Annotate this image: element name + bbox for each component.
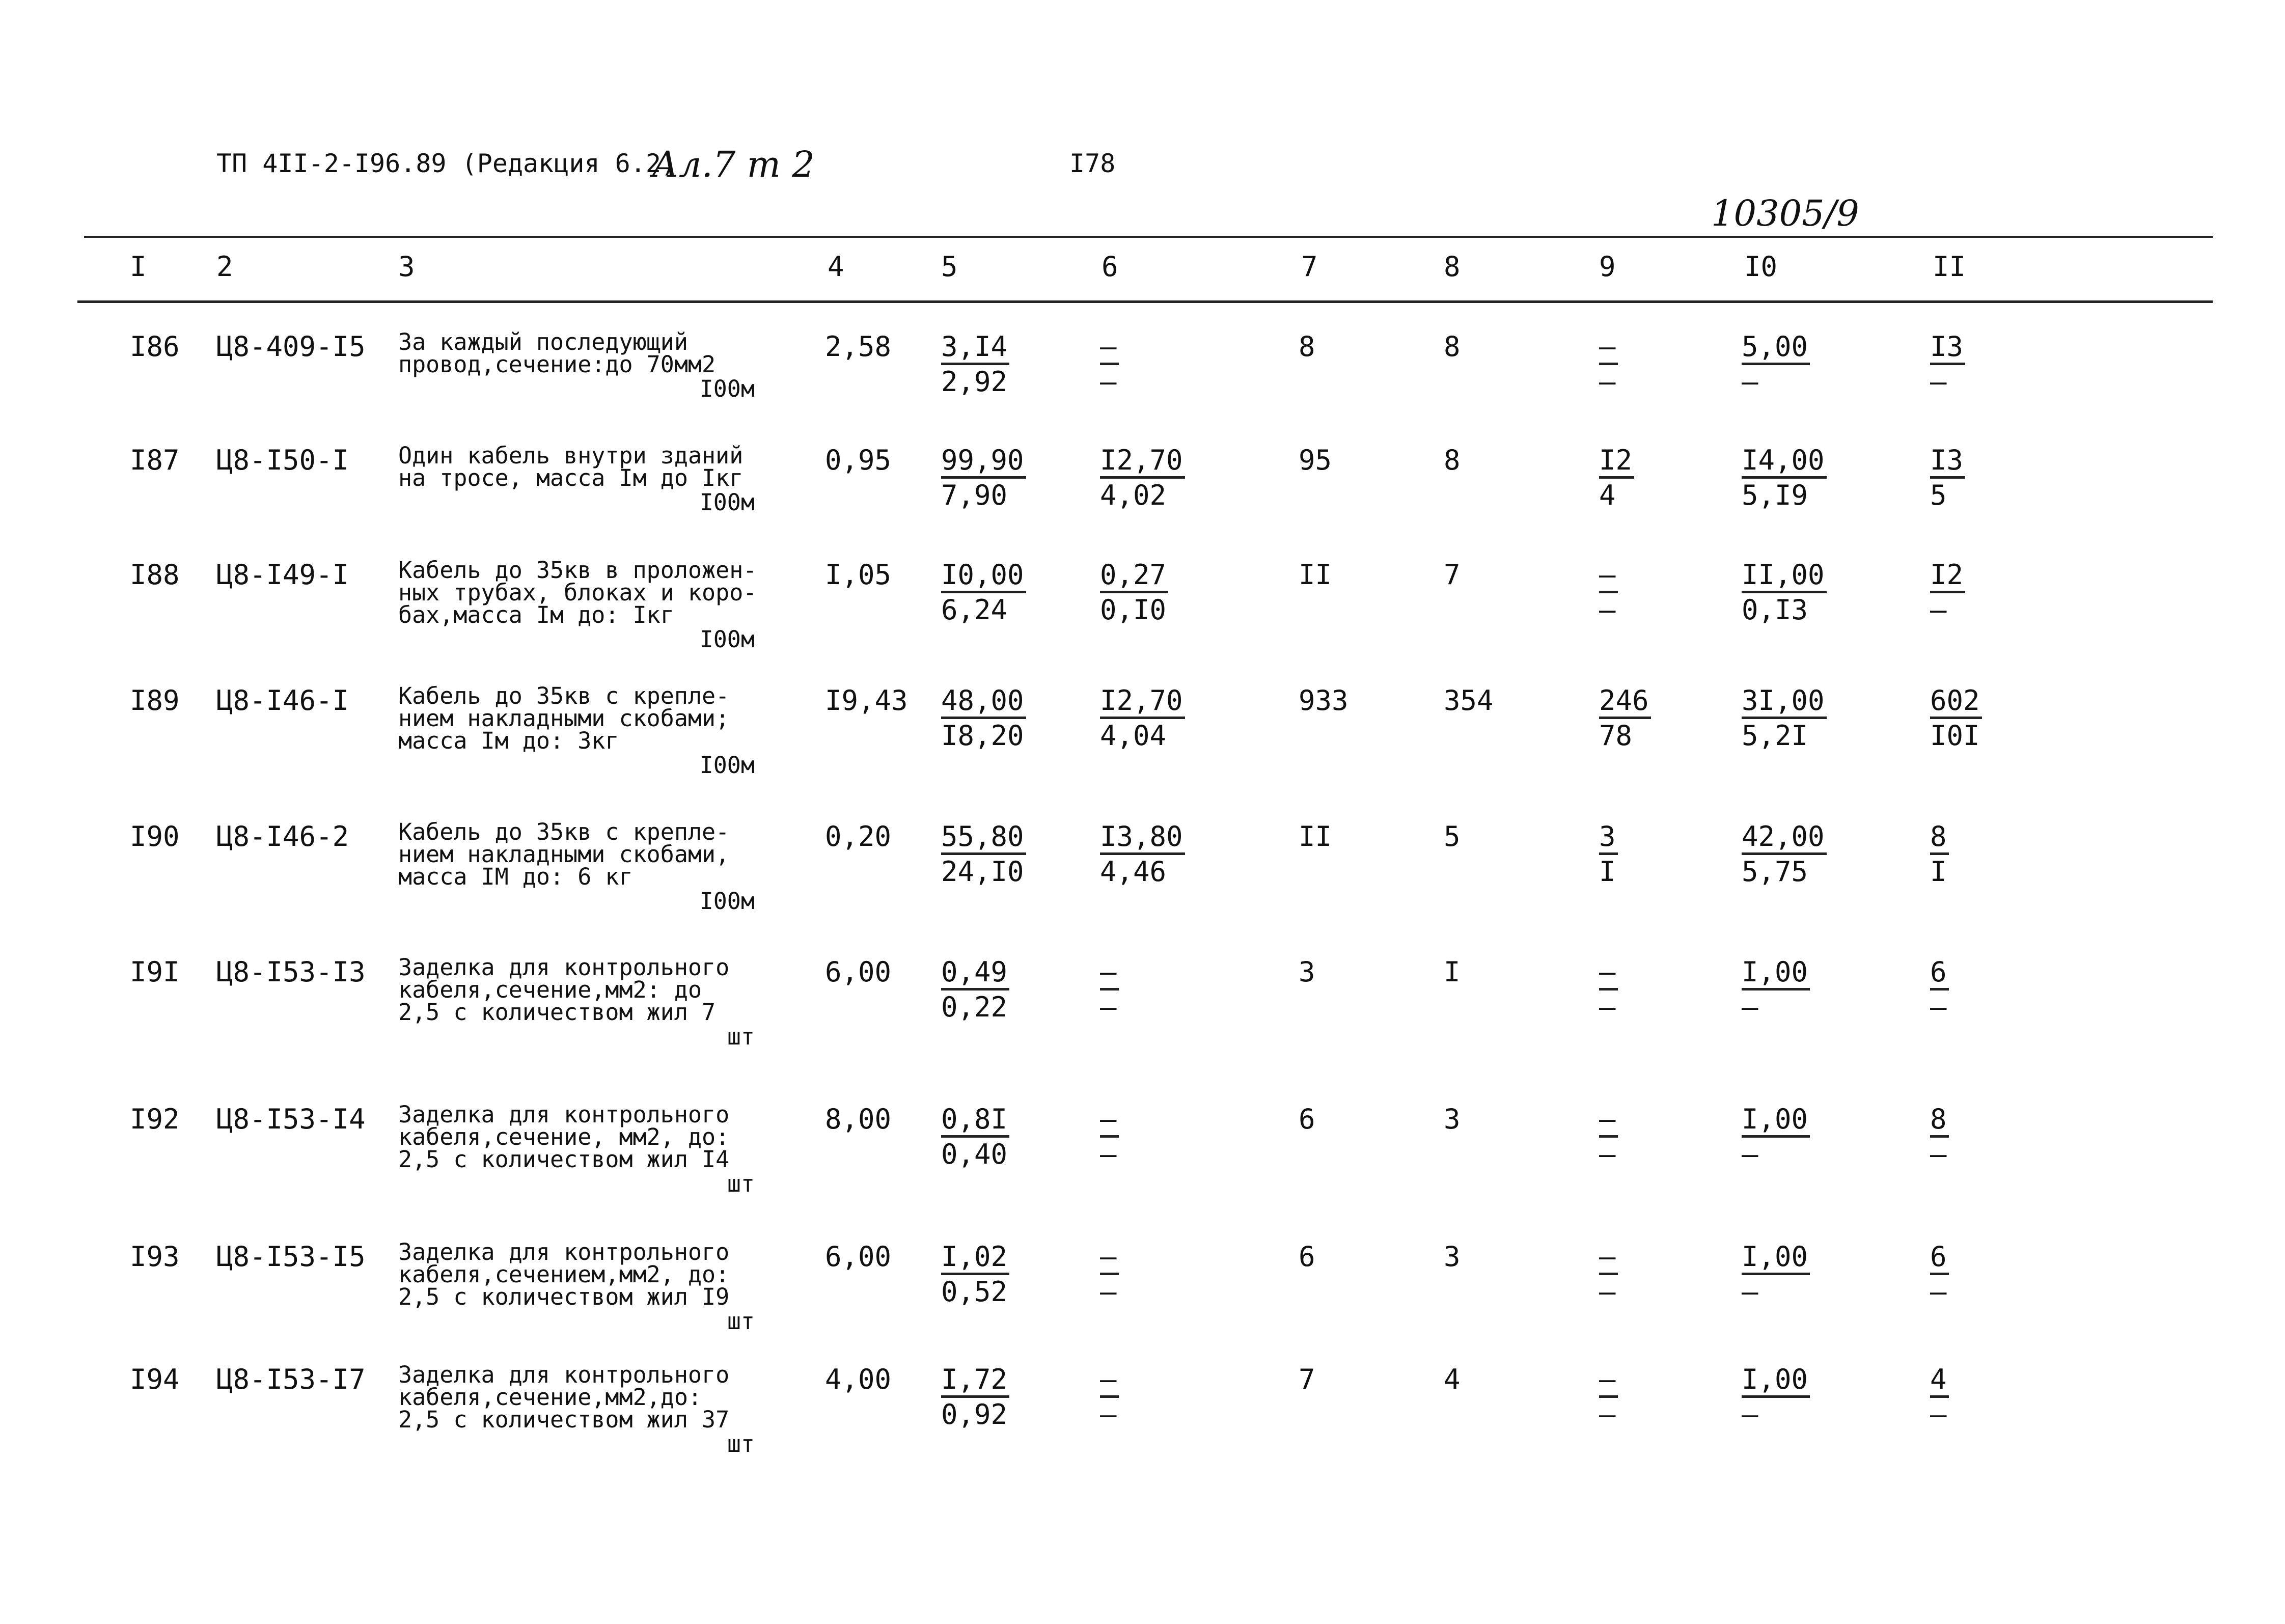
measure-unit: I00м <box>699 888 755 915</box>
price-code: Ц8-I46-I <box>216 684 349 717</box>
description-line: бах,масса Iм до: Iкг <box>398 601 674 628</box>
row-number: I9I <box>130 956 180 988</box>
measure-unit: шт <box>727 1023 755 1050</box>
col7-value: 7 <box>1299 1363 1315 1395</box>
col6-value <box>1100 956 1119 1023</box>
col10-value <box>1742 1364 1810 1430</box>
col9-value-denominator: – <box>1599 594 1616 626</box>
price-code: Ц8-I50-I <box>216 444 349 476</box>
col8-value: 8 <box>1444 444 1461 476</box>
col6-value-denominator: 4,46 <box>1100 856 1167 888</box>
quantity: 2,58 <box>825 331 892 363</box>
col9-value-numerator: – <box>1599 1364 1618 1398</box>
description-line: кабеля,сечение, мм2, до: <box>398 1123 730 1150</box>
col6-value-numerator: I3,80 <box>1100 821 1185 855</box>
col11-value-denominator: 5 <box>1930 479 1947 511</box>
col10-value-numerator: I,00 <box>1742 1364 1810 1398</box>
col6-value <box>1100 445 1185 511</box>
col11-value <box>1930 559 1965 626</box>
col11-value-denominator: – <box>1930 991 1947 1023</box>
col9-value-numerator: – <box>1599 559 1618 593</box>
quantity: 6,00 <box>825 956 892 988</box>
col10-value <box>1742 559 1827 626</box>
description-line: Заделка для контрольного <box>398 954 730 981</box>
col6-value-numerator: – <box>1100 1364 1119 1398</box>
col11-value-numerator: 602 <box>1930 685 1982 719</box>
quantity: 0,20 <box>825 820 892 852</box>
column-header-7: 7 <box>1301 251 1318 283</box>
col5-value-denominator: 0,40 <box>941 1138 1008 1170</box>
col9-value-denominator: – <box>1599 366 1616 398</box>
col5-value-denominator: 24,I0 <box>941 856 1024 888</box>
col6-value-numerator: – <box>1100 956 1119 990</box>
col6-value-numerator: 0,27 <box>1100 559 1168 593</box>
measure-unit: шт <box>727 1430 755 1457</box>
col11-value <box>1930 821 1949 888</box>
col10-value-denominator: – <box>1742 1276 1758 1308</box>
col6-value <box>1100 1364 1119 1430</box>
col9-value-denominator: I <box>1599 856 1616 888</box>
quantity: I9,43 <box>825 684 908 717</box>
quantity: 8,00 <box>825 1103 892 1135</box>
description-line: Один кабель внутри зданий <box>398 442 744 469</box>
col10-value <box>1742 1104 1810 1170</box>
row-number: I87 <box>130 444 180 476</box>
document-reference: ТП 4II-2-I96.89 (Редакция 6.2) <box>216 149 677 178</box>
col5-value-denominator: I8,20 <box>941 720 1024 752</box>
description-line: 2,5 с количеством жил I4 <box>398 1146 730 1173</box>
col11-value <box>1930 331 1965 398</box>
col5-value-numerator: I0,00 <box>941 559 1026 593</box>
col5-value <box>941 1241 1009 1308</box>
col8-value: 7 <box>1444 559 1461 591</box>
price-code: Ц8-I53-I5 <box>216 1241 366 1273</box>
measure-unit: I00м <box>699 752 755 779</box>
col10-value <box>1742 445 1827 511</box>
col10-value <box>1742 685 1827 752</box>
col9-value <box>1599 956 1618 1023</box>
row-number: I92 <box>130 1103 180 1135</box>
measure-unit: I00м <box>699 626 755 653</box>
col8-value: 4 <box>1444 1363 1461 1395</box>
column-header-4: 4 <box>828 251 844 283</box>
description-line: нием накладными скобами, <box>398 841 730 868</box>
col10-value-denominator: – <box>1742 991 1758 1023</box>
col6-value-denominator: – <box>1100 1398 1117 1430</box>
col11-value-numerator: 6 <box>1930 1241 1949 1275</box>
col7-value: 6 <box>1299 1241 1315 1273</box>
row-number: I86 <box>130 331 180 363</box>
description-line: 2,5 с количеством жил 37 <box>398 1406 730 1433</box>
header-rule <box>77 300 2213 303</box>
work-description <box>398 1101 785 1197</box>
col9-value-numerator: – <box>1599 956 1618 990</box>
sheet-note: Ал.7 т 2 <box>652 144 815 185</box>
column-header-1: I <box>130 251 147 283</box>
col9-value <box>1599 1364 1618 1430</box>
col6-value-numerator: – <box>1100 1241 1119 1275</box>
work-description <box>398 682 785 779</box>
col10-value-numerator: II,00 <box>1742 559 1827 593</box>
col7-value: II <box>1299 820 1332 852</box>
row-number: I93 <box>130 1241 180 1273</box>
price-code: Ц8-I53-I4 <box>216 1103 366 1135</box>
col11-value-denominator: – <box>1930 1138 1947 1170</box>
col7-value: 6 <box>1299 1103 1315 1135</box>
col5-value-numerator: I,72 <box>941 1364 1009 1398</box>
col9-value <box>1599 445 1634 511</box>
col5-value-numerator: 3,I4 <box>941 331 1009 365</box>
work-description <box>398 1238 785 1335</box>
col8-value: 354 <box>1444 684 1494 717</box>
col8-value: 5 <box>1444 820 1461 852</box>
col5-value-numerator: 0,49 <box>941 956 1009 990</box>
col5-value <box>941 331 1009 398</box>
description-line: Заделка для контрольного <box>398 1101 730 1128</box>
row-number: I94 <box>130 1363 180 1395</box>
col5-value <box>941 1104 1009 1170</box>
row-number: I89 <box>130 684 180 717</box>
col5-value-numerator: I,02 <box>941 1241 1009 1275</box>
col11-value <box>1930 1104 1949 1170</box>
measure-unit: I00м <box>699 375 755 402</box>
col5-value-denominator: 0,22 <box>941 991 1008 1023</box>
price-code: Ц8-I53-I7 <box>216 1363 366 1395</box>
col9-value-denominator: – <box>1599 991 1616 1023</box>
col11-value-numerator: 8 <box>1930 821 1949 855</box>
description-line: провод,сечение:до 70мм2 <box>398 351 716 378</box>
col9-value <box>1599 821 1618 888</box>
column-header-8: 8 <box>1444 251 1461 283</box>
column-header-10: I0 <box>1744 251 1778 283</box>
col6-value <box>1100 821 1185 888</box>
col9-value-denominator: 78 <box>1599 720 1633 752</box>
col10-value-denominator: 5,75 <box>1742 856 1808 888</box>
col11-value-numerator: 6 <box>1930 956 1949 990</box>
col10-value-numerator: I,00 <box>1742 1104 1810 1138</box>
col10-value-denominator: – <box>1742 1398 1758 1430</box>
description-line: Кабель до 35кв в проложен- <box>398 557 757 584</box>
col11-value <box>1930 445 1965 511</box>
description-line: кабеля,сечением,мм2, до: <box>398 1261 730 1288</box>
col9-value-numerator: – <box>1599 331 1618 365</box>
col11-value <box>1930 1364 1949 1430</box>
col11-value-denominator: I0I <box>1930 720 1980 752</box>
price-code: Ц8-I46-2 <box>216 820 349 852</box>
col9-value-denominator: – <box>1599 1398 1616 1430</box>
quantity: 6,00 <box>825 1241 892 1273</box>
col8-value: 8 <box>1444 331 1461 363</box>
col6-value <box>1100 685 1185 752</box>
measure-unit: шт <box>727 1170 755 1197</box>
col11-value-denominator: – <box>1930 594 1947 626</box>
col6-value-denominator: 4,02 <box>1100 479 1167 511</box>
column-header-6: 6 <box>1102 251 1118 283</box>
col10-value-denominator: 0,I3 <box>1742 594 1808 626</box>
col6-value-denominator: 0,I0 <box>1100 594 1167 626</box>
col6-value-numerator: I2,70 <box>1100 445 1185 479</box>
description-line: кабеля,сечение,мм2: до <box>398 976 702 1003</box>
column-header-3: 3 <box>398 251 415 283</box>
col10-value-denominator: – <box>1742 366 1758 398</box>
col9-value-numerator: 246 <box>1599 685 1651 719</box>
col7-value: 95 <box>1299 444 1332 476</box>
col5-value-denominator: 6,24 <box>941 594 1008 626</box>
col9-value <box>1599 685 1651 752</box>
column-header-9: 9 <box>1599 251 1616 283</box>
col9-value-numerator: 3 <box>1599 821 1618 855</box>
description-line: Заделка для контрольного <box>398 1361 730 1388</box>
col11-value-denominator: – <box>1930 366 1947 398</box>
col9-value-denominator: – <box>1599 1138 1616 1170</box>
col5-value <box>941 1364 1009 1430</box>
description-line: Заделка для контрольного <box>398 1238 730 1265</box>
col11-value-denominator: I <box>1930 856 1947 888</box>
col6-value-denominator: – <box>1100 991 1117 1023</box>
description-line: Кабель до 35кв с крепле- <box>398 682 730 709</box>
col10-value-numerator: 42,00 <box>1742 821 1827 855</box>
col6-value <box>1100 559 1168 626</box>
col6-value-numerator: – <box>1100 331 1119 365</box>
col11-value <box>1930 956 1949 1023</box>
col10-value <box>1742 1241 1810 1308</box>
inventory-number: 10305/9 <box>1711 192 1859 234</box>
top-rule <box>84 236 2213 238</box>
row-number: I90 <box>130 820 180 852</box>
col5-value <box>941 956 1009 1023</box>
col11-value-denominator: – <box>1930 1398 1947 1430</box>
description-line: нием накладными скобами; <box>398 705 730 732</box>
price-code: Ц8-409-I5 <box>216 331 366 363</box>
col7-value: 933 <box>1299 684 1348 717</box>
col8-value: 3 <box>1444 1241 1461 1273</box>
work-description <box>398 442 785 516</box>
work-description <box>398 818 785 915</box>
col5-value-numerator: 48,00 <box>941 685 1026 719</box>
measure-unit: I00м <box>699 489 755 516</box>
column-header-11: II <box>1933 251 1966 283</box>
col9-value <box>1599 1241 1618 1308</box>
col9-value <box>1599 559 1618 626</box>
col6-value-denominator: – <box>1100 1276 1117 1308</box>
col5-value-denominator: 0,92 <box>941 1398 1008 1430</box>
quantity: 4,00 <box>825 1363 892 1395</box>
col10-value-denominator: 5,2I <box>1742 720 1808 752</box>
col7-value: II <box>1299 559 1332 591</box>
col11-value-numerator: I3 <box>1930 445 1965 479</box>
description-line: масса Iм до: 3кг <box>398 727 619 754</box>
column-header-2: 2 <box>216 251 233 283</box>
col10-value-denominator: – <box>1742 1138 1758 1170</box>
col10-value-numerator: I,00 <box>1742 1241 1810 1275</box>
col7-value: 3 <box>1299 956 1315 988</box>
col9-value-numerator: – <box>1599 1241 1618 1275</box>
col6-value <box>1100 331 1119 398</box>
measure-unit: шт <box>727 1308 755 1335</box>
col9-value-numerator: – <box>1599 1104 1618 1138</box>
description-line: ных трубах, блоках и коро- <box>398 579 757 606</box>
description-line: 2,5 с количеством жил I9 <box>398 1283 730 1310</box>
col11-value <box>1930 1241 1949 1308</box>
row-number: I88 <box>130 559 180 591</box>
col10-value-numerator: I,00 <box>1742 956 1810 990</box>
col10-value-numerator: 3I,00 <box>1742 685 1827 719</box>
col7-value: 8 <box>1299 331 1315 363</box>
description-line: Кабель до 35кв с крепле- <box>398 818 730 845</box>
col5-value <box>941 685 1026 752</box>
col11-value-numerator: I2 <box>1930 559 1965 593</box>
col6-value <box>1100 1104 1119 1170</box>
col5-value-denominator: 7,90 <box>941 479 1008 511</box>
col9-value <box>1599 1104 1618 1170</box>
col6-value-denominator: 4,04 <box>1100 720 1167 752</box>
col10-value <box>1742 331 1810 398</box>
price-code: Ц8-I49-I <box>216 559 349 591</box>
col9-value <box>1599 331 1618 398</box>
col9-value-numerator: I2 <box>1599 445 1634 479</box>
description-line: За каждый последующий <box>398 328 688 355</box>
col11-value <box>1930 685 1982 752</box>
col9-value-denominator: 4 <box>1599 479 1616 511</box>
col5-value <box>941 559 1026 626</box>
col11-value-numerator: 8 <box>1930 1104 1949 1138</box>
description-line: 2,5 с количеством жил 7 <box>398 999 716 1026</box>
col5-value-denominator: 2,92 <box>941 366 1008 398</box>
quantity: 0,95 <box>825 444 892 476</box>
description-line: масса IМ до: 6 кг <box>398 863 633 890</box>
col5-value-denominator: 0,52 <box>941 1276 1008 1308</box>
column-header-5: 5 <box>941 251 958 283</box>
col6-value-denominator: – <box>1100 1138 1117 1170</box>
col8-value: 3 <box>1444 1103 1461 1135</box>
work-description <box>398 328 785 402</box>
col5-value-numerator: 99,90 <box>941 445 1026 479</box>
col9-value-denominator: – <box>1599 1276 1616 1308</box>
col8-value: I <box>1444 956 1461 988</box>
col11-value-numerator: I3 <box>1930 331 1965 365</box>
col11-value-denominator: – <box>1930 1276 1947 1308</box>
col10-value <box>1742 956 1810 1023</box>
page-number: I78 <box>1069 149 1116 178</box>
price-code: Ц8-I53-I3 <box>216 956 366 988</box>
col10-value <box>1742 821 1827 888</box>
work-description <box>398 1361 785 1457</box>
col5-value <box>941 445 1026 511</box>
col10-value-numerator: I4,00 <box>1742 445 1827 479</box>
description-line: на тросе, масса Iм до Iкг <box>398 464 744 491</box>
col6-value-denominator: – <box>1100 366 1117 398</box>
quantity: I,05 <box>825 559 892 591</box>
description-line: кабеля,сечение,мм2,до: <box>398 1384 702 1411</box>
work-description <box>398 559 785 651</box>
col5-value <box>941 821 1026 888</box>
col5-value-numerator: 0,8I <box>941 1104 1009 1138</box>
col6-value <box>1100 1241 1119 1308</box>
col6-value-numerator: I2,70 <box>1100 685 1185 719</box>
col11-value-numerator: 4 <box>1930 1364 1949 1398</box>
col6-value-numerator: – <box>1100 1104 1119 1138</box>
col5-value-numerator: 55,80 <box>941 821 1026 855</box>
work-description <box>398 956 785 1048</box>
col10-value-numerator: 5,00 <box>1742 331 1810 365</box>
col10-value-denominator: 5,I9 <box>1742 479 1808 511</box>
